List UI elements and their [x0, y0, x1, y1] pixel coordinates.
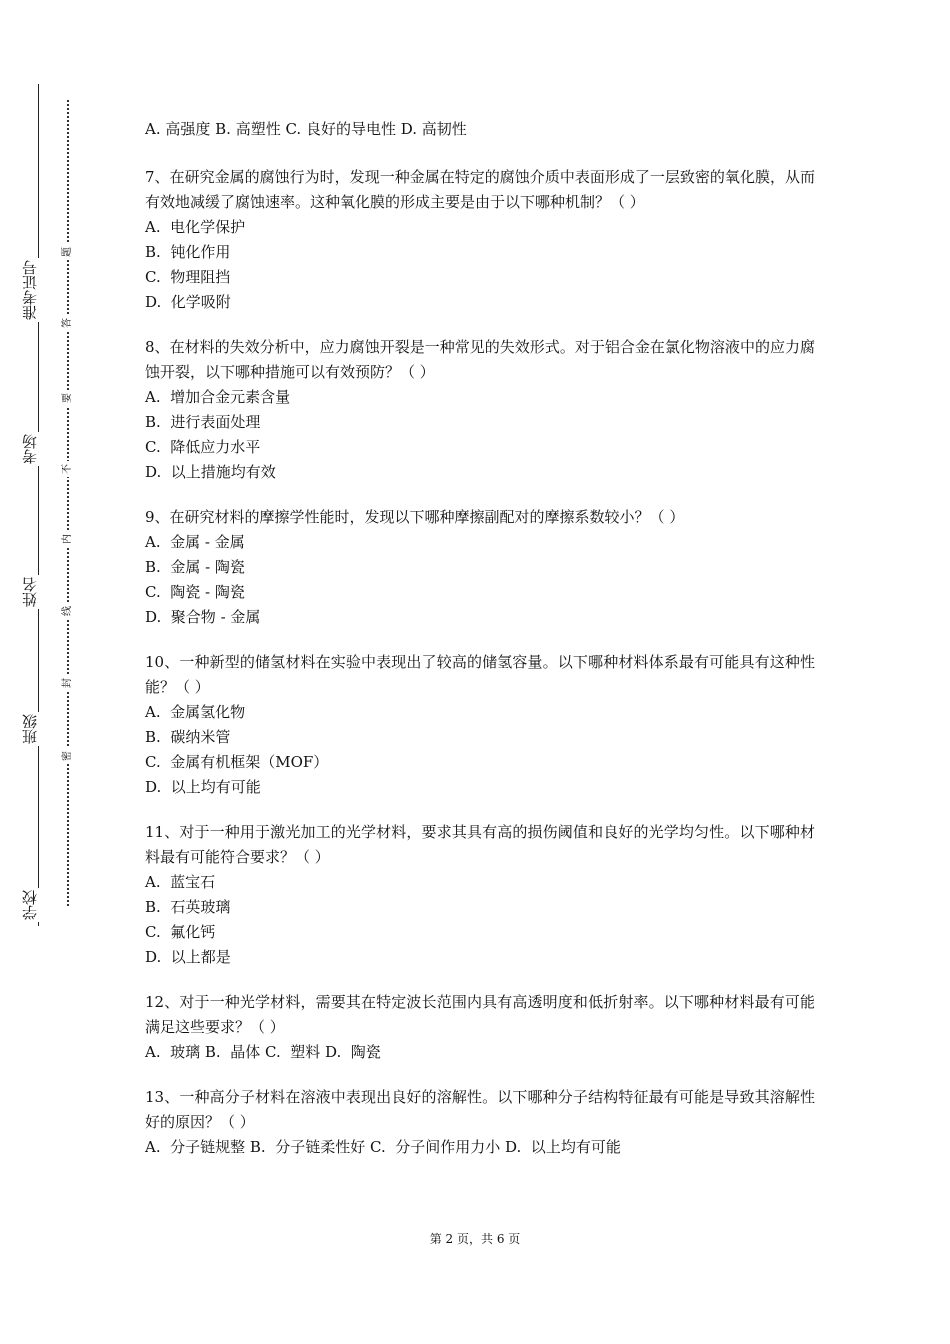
- options-inline: A. 玻璃 B. 晶体 C. 塑料 D. 陶瓷: [145, 1043, 381, 1061]
- question-10: [145, 650, 815, 800]
- option-d: D. 以上措施均有效: [145, 463, 276, 481]
- field-class-label: 班级: [22, 712, 52, 746]
- carryover-options: A. 高强度 B. 高塑性 C. 良好的导电性 D. 高韧性: [145, 120, 467, 138]
- seal-char: 线: [62, 603, 74, 619]
- option-a: A. 蓝宝石: [145, 873, 216, 891]
- page-number: 第 2 页，共 6 页: [429, 1232, 521, 1246]
- seal-char: 不: [62, 461, 74, 477]
- option-d: D. 化学吸附: [145, 293, 231, 311]
- field-exam-room-label: 考场: [22, 432, 52, 466]
- seal-char: 要: [62, 390, 74, 406]
- seal-char: 答: [62, 315, 74, 331]
- option-c: C. 物理阻挡: [145, 268, 231, 286]
- option-b: B. 石英玻璃: [145, 898, 231, 916]
- seal-char: 题: [62, 244, 74, 260]
- question-11: [145, 820, 815, 970]
- exam-content: [145, 117, 815, 1160]
- option-d: D. 聚合物 - 金属: [145, 608, 261, 626]
- seal-dotted-line: [67, 100, 69, 906]
- options-inline: A. 分子链规整 B. 分子链柔性好 C. 分子间作用力小 D. 以上均有可能: [145, 1138, 621, 1156]
- question-9: [145, 505, 815, 630]
- option-b: B. 金属 - 陶瓷: [145, 558, 245, 576]
- seal-char: 内: [62, 531, 74, 547]
- question-7: [145, 165, 815, 315]
- seal-char: 密: [62, 748, 74, 764]
- question-12: [145, 990, 815, 1065]
- option-b: B. 钝化作用: [145, 243, 231, 261]
- question-stem: 10、一种新型的储氢材料在实验中表现出了较高的储氢容量。以下哪种材料体系最有可能具有这种性能？（ ）: [145, 653, 815, 696]
- field-school-label: 学校: [22, 888, 52, 922]
- option-d: D. 以上都是: [145, 948, 231, 966]
- question-8: [145, 335, 815, 485]
- field-name-label: 姓名: [22, 575, 52, 609]
- option-a: A. 电化学保护: [145, 218, 246, 236]
- question-stem: 12、对于一种光学材料，需要其在特定波长范围内具有高透明度和低折射率。以下哪种材料最有可能满足这些要求？（ ）: [145, 993, 815, 1036]
- question-stem: 11、对于一种用于激光加工的光学材料，要求其具有高的损伤阈值和良好的光学均匀性。以下哪种材料最有可能符合要求？（ ）: [145, 823, 815, 866]
- seal-char: 封: [62, 675, 74, 691]
- option-c: C. 氟化钙: [145, 923, 216, 941]
- field-exam-number-label: 准考证号: [22, 258, 52, 322]
- option-a: A. 增加合金元素含量: [145, 388, 291, 406]
- binding-margin: [0, 0, 110, 1344]
- question-stem: 8、在材料的失效分析中，应力腐蚀开裂是一种常见的失效形式。对于铝合金在氯化物溶液中的应力腐蚀开裂，以下哪种措施可以有效预防？（ ）: [145, 338, 815, 381]
- option-c: C. 金属有机框架（MOF）: [145, 753, 329, 771]
- option-b: B. 进行表面处理: [145, 413, 261, 431]
- option-d: D. 以上均有可能: [145, 778, 261, 796]
- question-13: [145, 1085, 815, 1160]
- question-stem: 9、在研究材料的摩擦学性能时，发现以下哪种摩擦副配对的摩擦系数较小？（ ）: [145, 508, 685, 526]
- option-b: B. 碳纳米管: [145, 728, 231, 746]
- option-a: A. 金属 - 金属: [145, 533, 245, 551]
- question-stem: 7、在研究金属的腐蚀行为时，发现一种金属在特定的腐蚀介质中表面形成了一层致密的氧化膜，从而有效地减缓了腐蚀速率。这种氧化膜的形成主要是由于以下哪种机制？（ ）: [145, 168, 815, 211]
- option-c: C. 降低应力水平: [145, 438, 261, 456]
- option-a: A. 金属氢化物: [145, 703, 246, 721]
- binding-solid-line: [38, 84, 39, 926]
- option-c: C. 陶瓷 - 陶瓷: [145, 583, 245, 601]
- question-stem: 13、一种高分子材料在溶液中表现出良好的溶解性。以下哪种分子结构特征最有可能是导致其溶解性好的原因？（ ）: [145, 1088, 815, 1131]
